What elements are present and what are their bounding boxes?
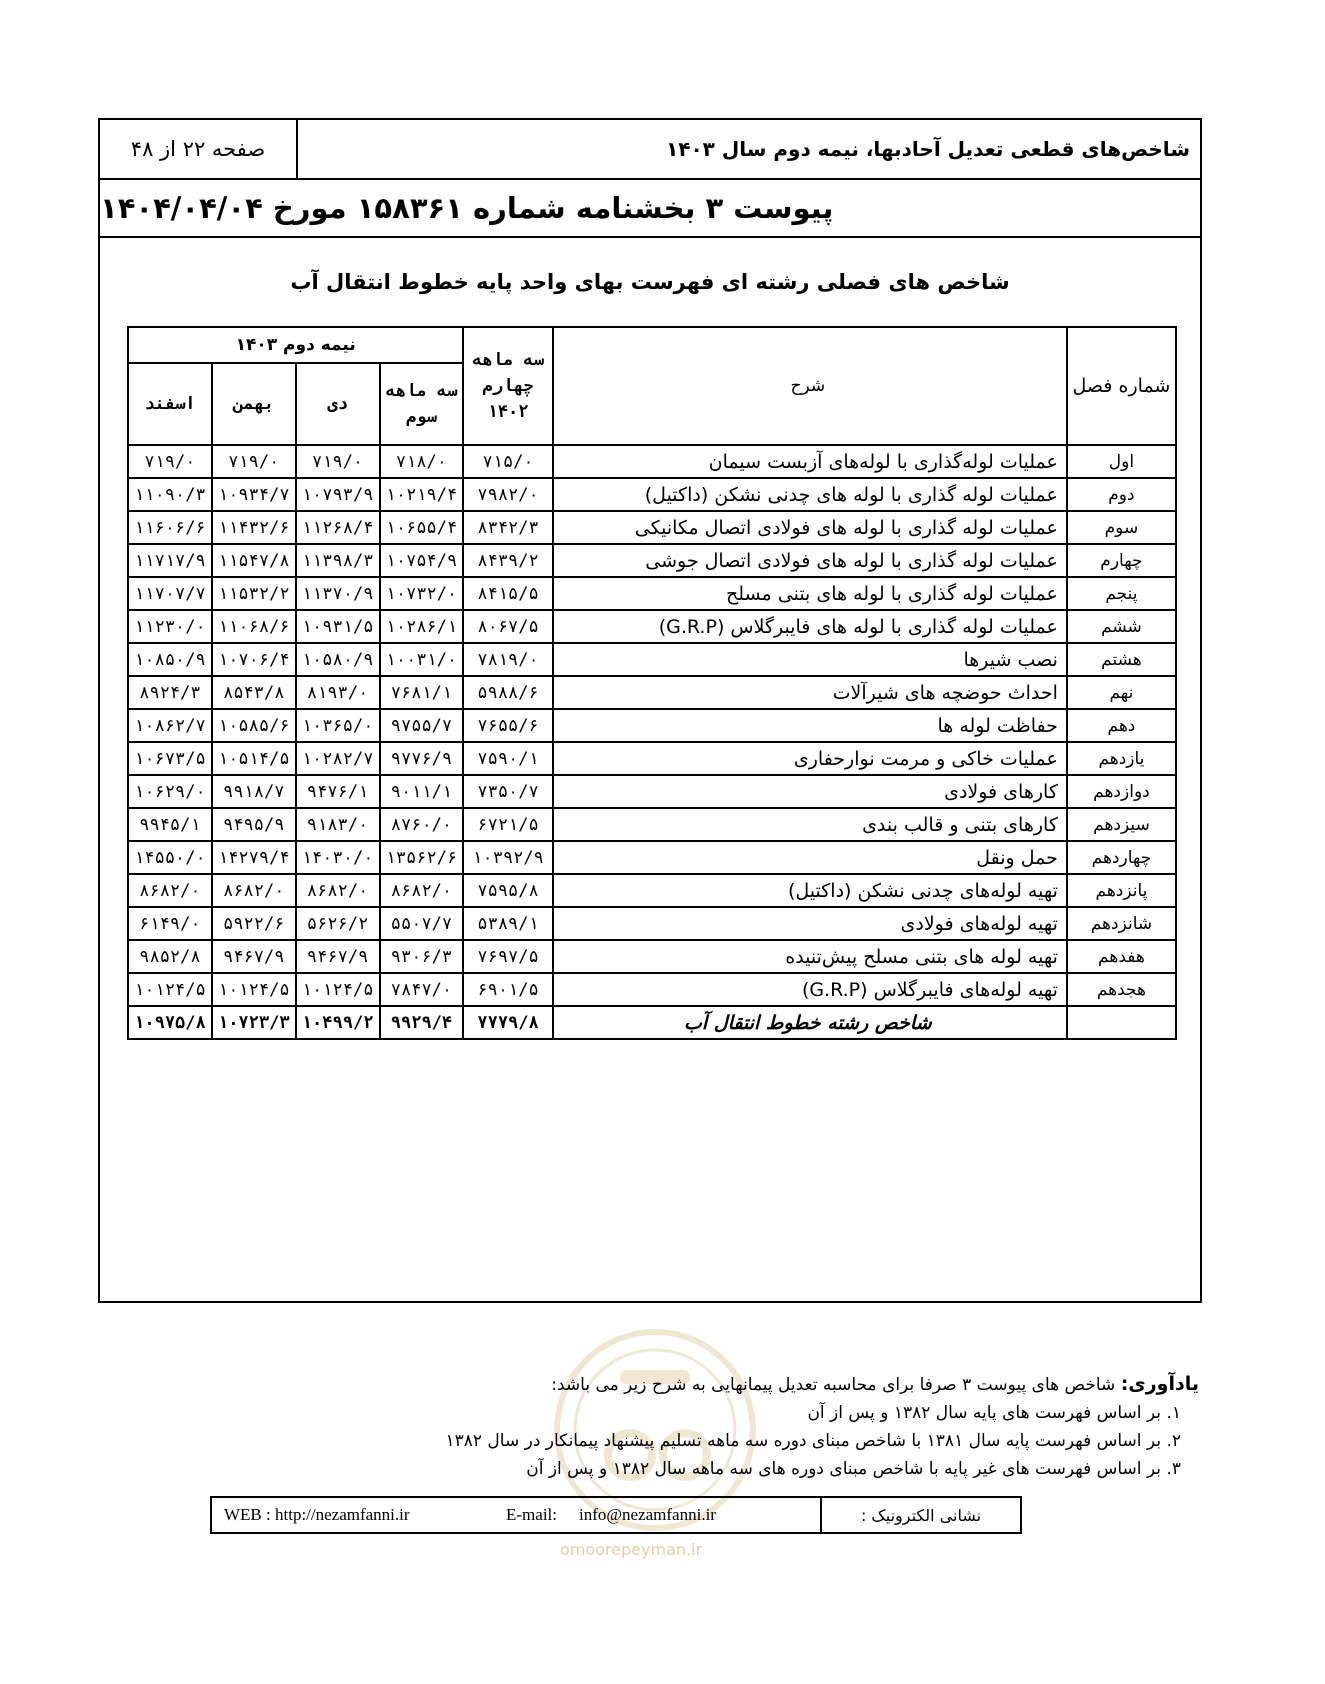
total-chapter-cell [1067, 1006, 1176, 1039]
value-cell-dey: ۵۶۲۶/۲ [296, 907, 380, 940]
value-cell-q4: ۸۴۳۹/۲ [463, 544, 552, 577]
chapter-cell: پانزدهم [1067, 874, 1176, 907]
value-cell-q3: ۷۸۴۷/۰ [380, 973, 464, 1006]
value-cell-dey: ۸۱۹۳/۰ [296, 676, 380, 709]
header-q3: سه ماهه سوم [380, 363, 464, 445]
value-cell-esfand: ۱۱۲۳۰/۰ [128, 610, 212, 643]
chapter-cell: هجدهم [1067, 973, 1176, 1006]
value-cell-q4: ۵۳۸۹/۱ [463, 907, 552, 940]
chapter-cell: دوم [1067, 478, 1176, 511]
value-cell-dey: ۸۶۸۲/۰ [296, 874, 380, 907]
table-row [128, 709, 1176, 742]
value-cell-dey: ۱۱۲۶۸/۴ [296, 511, 380, 544]
value-cell-esfand: ۸۶۸۲/۰ [128, 874, 212, 907]
description-cell: کارهای فولادی [553, 775, 1067, 808]
chapter-cell: دوازدهم [1067, 775, 1176, 808]
value-cell-bahman: ۹۴۶۷/۹ [212, 940, 296, 973]
value-cell-q4: ۷۵۹۰/۱ [463, 742, 552, 775]
chapter-cell: چهارم [1067, 544, 1176, 577]
value-cell-esfand: ۱۴۵۵۰/۰ [128, 841, 212, 874]
chapter-cell: اول [1067, 445, 1176, 478]
value-cell-esfand: ۱۱۷۱۷/۹ [128, 544, 212, 577]
value-cell-q3: ۹۳۰۶/۳ [380, 940, 464, 973]
value-cell-bahman: ۱۴۲۷۹/۴ [212, 841, 296, 874]
value-cell-dey: ۱۱۳۹۸/۳ [296, 544, 380, 577]
table-row [128, 478, 1176, 511]
header-bahman: بهمن [212, 363, 296, 445]
notes-section [446, 1370, 1200, 1483]
description-cell: حمل ونقل [553, 841, 1067, 874]
value-cell-dey: ۹۱۸۳/۰ [296, 808, 380, 841]
description-cell: حفاظت لوله ها [553, 709, 1067, 742]
value-cell-q4: ۸۴۱۵/۵ [463, 577, 552, 610]
value-cell-esfand: ۹۹۴۵/۱ [128, 808, 212, 841]
value-cell-dey: ۹۴۷۶/۱ [296, 775, 380, 808]
value-cell-q3: ۹۰۱۱/۱ [380, 775, 464, 808]
value-cell-bahman: ۱۱۵۴۷/۸ [212, 544, 296, 577]
chapter-cell: پنجم [1067, 577, 1176, 610]
value-cell-esfand: ۱۱۰۹۰/۳ [128, 478, 212, 511]
value-cell-q4: ۷۶۹۷/۵ [463, 940, 552, 973]
value-cell-bahman: ۸۵۴۳/۸ [212, 676, 296, 709]
value-cell-dey: ۱۰۱۲۴/۵ [296, 973, 380, 1006]
value-cell-esfand: ۸۹۲۴/۳ [128, 676, 212, 709]
value-cell-q4: ۷۵۹۵/۸ [463, 874, 552, 907]
document-title: شاخص‌های قطعی تعدیل آحادبها، نیمه دوم سال ۱۴۰۳ [666, 137, 1190, 161]
value-cell-q3: ۹۷۵۵/۷ [380, 709, 464, 742]
value-cell-bahman: ۹۹۱۸/۷ [212, 775, 296, 808]
value-cell-bahman: ۱۰۹۳۴/۷ [212, 478, 296, 511]
value-cell-esfand: ۱۰۶۲۹/۰ [128, 775, 212, 808]
value-cell-q3: ۱۰۶۵۵/۴ [380, 511, 464, 544]
footer-box [210, 1496, 1022, 1534]
value-cell-esfand: ۱۰۸۶۲/۷ [128, 709, 212, 742]
table-row [128, 577, 1176, 610]
value-cell-bahman: ۱۱۴۳۲/۶ [212, 511, 296, 544]
email-address[interactable]: info@nezamfanni.ir [578, 1505, 716, 1524]
value-cell-q4: ۵۹۸۸/۶ [463, 676, 552, 709]
header-q4-1402: سه ماهه چهارم ۱۴۰۲ [463, 327, 552, 445]
value-cell-bahman: ۸۶۸۲/۰ [212, 874, 296, 907]
value-cell-q4: ۷۸۱۹/۰ [463, 643, 552, 676]
value-cell-bahman: ۷۱۹/۰ [212, 445, 296, 478]
value-cell-q3: ۷۱۸/۰ [380, 445, 464, 478]
total-value-esfand: ۱۰۹۷۵/۸ [128, 1006, 212, 1039]
value-cell-q3: ۸۶۸۲/۰ [380, 874, 464, 907]
value-cell-dey: ۱۴۰۳۰/۰ [296, 841, 380, 874]
value-cell-q3: ۱۳۵۶۲/۶ [380, 841, 464, 874]
table-row [128, 742, 1176, 775]
description-cell: عملیات لوله گذاری با لوله های فولادی اتصال جوشی [553, 544, 1067, 577]
notes-item: ۱. بر اساس فهرست های پایه سال ۱۳۸۲ و پس از آن [807, 1403, 1181, 1423]
description-cell: کارهای بتنی و قالب بندی [553, 808, 1067, 841]
value-cell-bahman: ۱۱۰۶۸/۶ [212, 610, 296, 643]
value-cell-esfand: ۱۰۶۷۳/۵ [128, 742, 212, 775]
value-cell-esfand: ۶۱۴۹/۰ [128, 907, 212, 940]
value-cell-q4: ۱۰۳۹۲/۹ [463, 841, 552, 874]
value-cell-q3: ۱۰۰۳۱/۰ [380, 643, 464, 676]
chapter-cell: سیزدهم [1067, 808, 1176, 841]
chapter-cell: سوم [1067, 511, 1176, 544]
total-value-q3: ۹۹۲۹/۴ [380, 1006, 464, 1039]
value-cell-bahman: ۱۱۵۳۲/۲ [212, 577, 296, 610]
description-cell: تهیه لوله‌های فایبرگلاس (G.R.P) [553, 973, 1067, 1006]
value-cell-q4: ۷۱۵/۰ [463, 445, 552, 478]
notes-item: ۳. بر اساس فهرست های غیر پایه با شاخص مبنای دوره های سه ماهه سال ۱۳۸۲ و پس از آن [526, 1459, 1181, 1479]
email-label: E-mail: [506, 1505, 557, 1524]
value-cell-q3: ۹۷۷۶/۹ [380, 742, 464, 775]
value-cell-q3: ۸۷۶۰/۰ [380, 808, 464, 841]
value-cell-q4: ۶۷۲۱/۵ [463, 808, 552, 841]
value-cell-esfand: ۱۰۱۲۴/۵ [128, 973, 212, 1006]
description-cell: تهیه لوله‌های فولادی [553, 907, 1067, 940]
table-row [128, 610, 1176, 643]
table-row [128, 511, 1176, 544]
description-cell: عملیات خاکی و مرمت نوارحفاری [553, 742, 1067, 775]
value-cell-q3: ۵۵۰۷/۷ [380, 907, 464, 940]
chapter-cell: هشتم [1067, 643, 1176, 676]
value-cell-esfand: ۹۸۵۲/۸ [128, 940, 212, 973]
value-cell-dey: ۱۰۷۹۳/۹ [296, 478, 380, 511]
footer-label: نشانی الکترونیک : [820, 1498, 1020, 1532]
value-cell-q4: ۸۳۴۲/۳ [463, 511, 552, 544]
table-row [128, 775, 1176, 808]
description-cell: تهیه لوله‌های چدنی نشکن (داکتیل) [553, 874, 1067, 907]
chapter-cell: ششم [1067, 610, 1176, 643]
chapter-cell: دهم [1067, 709, 1176, 742]
value-cell-q3: ۱۰۷۳۲/۰ [380, 577, 464, 610]
table-title: شاخص های فصلی رشته ای فهرست بهای واحد پایه خطوط انتقال آب [290, 270, 1010, 294]
description-cell: عملیات لوله گذاری با لوله های بتنی مسلح [553, 577, 1067, 610]
value-cell-dey: ۱۰۹۳۱/۵ [296, 610, 380, 643]
page-number: صفحه ۲۲ از ۴۸ [100, 120, 298, 178]
value-cell-q3: ۱۰۲۱۹/۴ [380, 478, 464, 511]
header-esfand: اسفند [128, 363, 212, 445]
value-cell-q4: ۷۹۸۲/۰ [463, 478, 552, 511]
table-row [128, 676, 1176, 709]
table-row [128, 445, 1176, 478]
value-cell-q4: ۷۳۵۰/۷ [463, 775, 552, 808]
header-half-1403: نیمه دوم ۱۴۰۳ [128, 327, 463, 363]
value-cell-q3: ۱۰۷۵۴/۹ [380, 544, 464, 577]
value-cell-esfand: ۱۱۶۰۶/۶ [128, 511, 212, 544]
value-cell-q4: ۷۶۵۵/۶ [463, 709, 552, 742]
table-row [128, 841, 1176, 874]
email-link[interactable] [484, 1498, 716, 1532]
value-cell-q4: ۸۰۶۷/۵ [463, 610, 552, 643]
chapter-cell: چهاردهم [1067, 841, 1176, 874]
description-cell: عملیات لوله گذاری با لوله های فایبرگلاس (G.R.P) [553, 610, 1067, 643]
value-cell-bahman: ۵۹۲۲/۶ [212, 907, 296, 940]
chapter-cell: نهم [1067, 676, 1176, 709]
value-cell-q4: ۶۹۰۱/۵ [463, 973, 552, 1006]
header-chapter: شماره فصل [1067, 327, 1176, 445]
value-cell-bahman: ۱۰۱۲۴/۵ [212, 973, 296, 1006]
description-cell: عملیات لوله گذاری با لوله های چدنی نشکن (داکتیل) [553, 478, 1067, 511]
value-cell-dey: ۱۰۳۶۵/۰ [296, 709, 380, 742]
description-cell: نصب شیرها [553, 643, 1067, 676]
total-value-bahman: ۱۰۷۲۳/۳ [212, 1006, 296, 1039]
value-cell-dey: ۱۰۲۸۲/۷ [296, 742, 380, 775]
description-cell: احداث حوضچه های شیرآلات [553, 676, 1067, 709]
notes-intro: شاخص های پیوست ۳ صرفا برای محاسبه تعدیل پیمانهایی به شرح زیر می باشد: [551, 1375, 1116, 1395]
total-row [128, 1006, 1176, 1039]
description-cell: تهیه لوله های بتنی مسلح پیش‌تنیده [553, 940, 1067, 973]
value-cell-bahman: ۱۰۵۸۵/۶ [212, 709, 296, 742]
chapter-cell: هفدهم [1067, 940, 1176, 973]
value-cell-esfand: ۱۱۷۰۷/۷ [128, 577, 212, 610]
value-cell-dey: ۱۰۵۸۰/۹ [296, 643, 380, 676]
chapter-cell: یازدهم [1067, 742, 1176, 775]
value-cell-q3: ۷۶۸۱/۱ [380, 676, 464, 709]
value-cell-bahman: ۱۰۵۱۴/۵ [212, 742, 296, 775]
notes-item: ۲. بر اساس فهرست پایه سال ۱۳۸۱ با شاخص مبنای دوره سه ماهه تسلیم پیشنهاد پیمانکار در سال ۱۳۸۲ [445, 1431, 1181, 1451]
notes-label: یادآوری: [1120, 1373, 1199, 1395]
total-value-q4: ۷۷۷۹/۸ [463, 1006, 552, 1039]
value-cell-esfand: ۷۱۹/۰ [128, 445, 212, 478]
website-link[interactable]: WEB : http://nezamfanni.ir [224, 1505, 410, 1524]
value-cell-dey: ۱۱۳۷۰/۹ [296, 577, 380, 610]
total-description-cell: شاخص رشته خطوط انتقال آب [553, 1006, 1067, 1039]
header-description: شرح [553, 327, 1067, 445]
index-table [127, 326, 1177, 1040]
table-row [128, 643, 1176, 676]
value-cell-q3: ۱۰۲۸۶/۱ [380, 610, 464, 643]
table-row [128, 544, 1176, 577]
table-row [128, 907, 1176, 940]
appendix-title: پیوست ۳ بخشنامه شماره ۱۵۸۳۶۱ مورخ ۱۴۰۴/۰۴/۰۴ [100, 180, 1200, 238]
value-cell-bahman: ۹۴۹۵/۹ [212, 808, 296, 841]
watermark-text: omoorepeyman.ir [560, 1540, 703, 1559]
table-row [128, 973, 1176, 1006]
header-row [100, 120, 1200, 180]
value-cell-bahman: ۱۰۷۰۶/۴ [212, 643, 296, 676]
value-cell-dey: ۹۴۶۷/۹ [296, 940, 380, 973]
value-cell-esfand: ۱۰۸۵۰/۹ [128, 643, 212, 676]
table-row [128, 808, 1176, 841]
description-cell: عملیات لوله‌گذاری با لوله‌های آزبست سیمان [553, 445, 1067, 478]
value-cell-dey: ۷۱۹/۰ [296, 445, 380, 478]
description-cell: عملیات لوله گذاری با لوله های فولادی اتصال مکانیکی [553, 511, 1067, 544]
header-dey: دی [296, 363, 380, 445]
table-row [128, 874, 1176, 907]
chapter-cell: شانزدهم [1067, 907, 1176, 940]
table-row [128, 940, 1176, 973]
page-frame [98, 118, 1202, 1303]
total-value-dey: ۱۰۴۹۹/۲ [296, 1006, 380, 1039]
